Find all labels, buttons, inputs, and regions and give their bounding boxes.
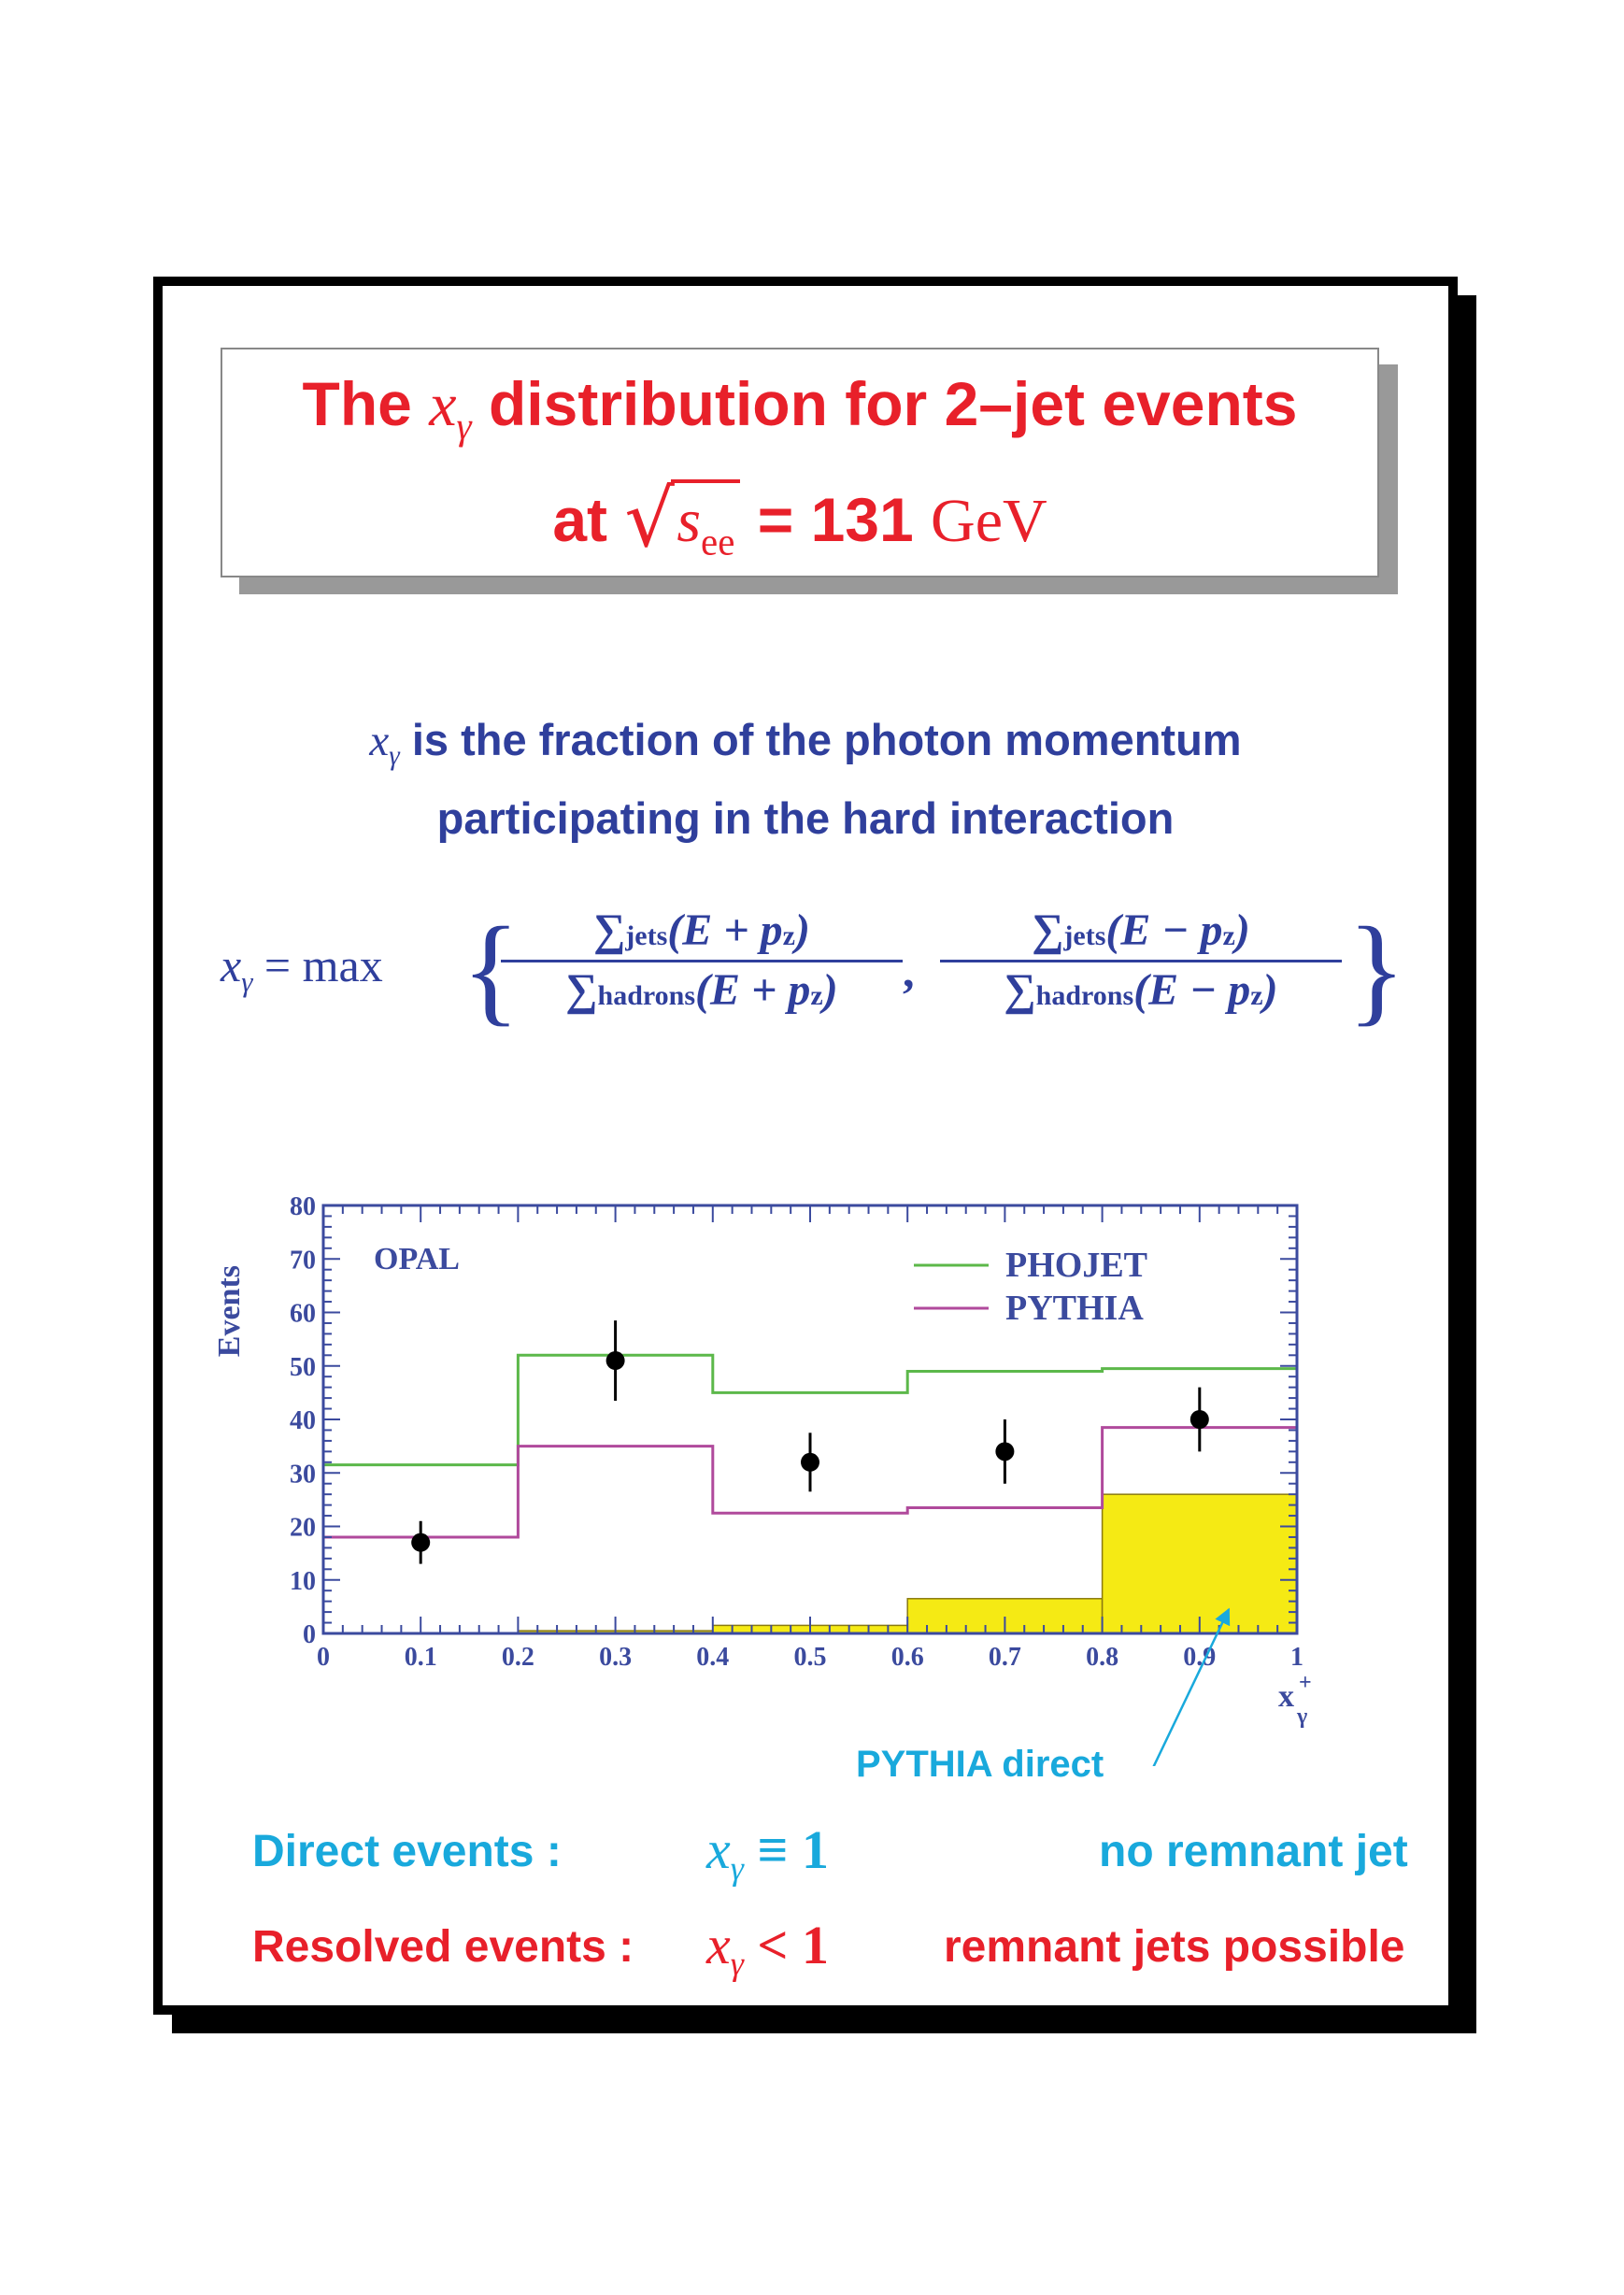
direct-events-label: Direct events :	[252, 1827, 562, 1876]
title-line-2	[222, 473, 1377, 579]
description-line-2: participating in the hard interaction	[436, 793, 1175, 843]
formula-open-brace: {	[462, 903, 520, 1037]
y-tick-label: 50	[290, 1352, 316, 1382]
x-tick-label: 0	[317, 1643, 330, 1672]
data-point	[1190, 1410, 1209, 1429]
formula-comma: ,	[903, 945, 915, 997]
formula-close-brace: }	[1347, 903, 1406, 1037]
sqrt-s-ee: √ $s_{ee}$	[624, 482, 740, 579]
y-tick-label: 30	[290, 1460, 316, 1490]
y-tick-label: 0	[303, 1620, 316, 1649]
title-at: at	[552, 485, 608, 554]
title-box	[221, 348, 1379, 577]
data-point	[411, 1533, 430, 1552]
formula-fraction-minus: ∑jets(E − pz) ∑hadrons(E − pz)	[940, 905, 1342, 1016]
x-axis-label-sup: +	[1299, 1671, 1312, 1695]
resolved-events-label: Resolved events :	[252, 1922, 634, 1972]
x-gamma-histogram	[206, 1168, 1327, 1766]
y-tick-label: 10	[290, 1566, 316, 1596]
title-energy: = 131	[757, 485, 914, 554]
formula-lhs: $x_\gamma = \max$	[221, 939, 383, 998]
title-line-1	[222, 366, 1377, 463]
y-tick-label: 70	[290, 1246, 316, 1276]
x-tick-label: 0.4	[696, 1643, 730, 1672]
bar-pythia-direct-bin-5	[1103, 1494, 1297, 1633]
data-point	[801, 1453, 819, 1472]
formula-fraction-plus: ∑jets(E + pz) ∑hadrons(E + pz)	[501, 905, 903, 1016]
x-axis-label-sub: γ	[1297, 1704, 1308, 1729]
x-axis-label: x	[1278, 1679, 1294, 1714]
x-tick-label: 0.7	[988, 1643, 1021, 1672]
x-tick-label: 0.5	[793, 1643, 827, 1672]
resolved-events-equation: $x_\gamma < 1$	[706, 1915, 829, 1983]
y-tick-label: 60	[290, 1299, 316, 1329]
data-point	[995, 1442, 1014, 1461]
x-gamma-formula	[221, 897, 1406, 1047]
y-tick-label: 40	[290, 1406, 316, 1435]
x-tick-label: 0.8	[1086, 1643, 1119, 1672]
title-x-gamma: $x_\gamma$	[429, 371, 472, 448]
x-tick-label: 1	[1290, 1643, 1303, 1672]
x-tick-label: 0.2	[501, 1643, 534, 1672]
opal-label: OPAL	[374, 1242, 460, 1276]
y-tick-label: 20	[290, 1513, 316, 1543]
direct-events-note: no remnant jet	[1099, 1827, 1408, 1876]
annotation-pythia-direct: PYTHIA direct	[856, 1744, 1104, 1785]
legend-label-pythia: PYTHIA	[1005, 1289, 1144, 1328]
title-the: The	[302, 369, 412, 438]
x-tick-label: 0.3	[599, 1643, 633, 1672]
title-unit: GeV	[931, 487, 1047, 555]
resolved-events-note: remnant jets possible	[944, 1922, 1405, 1972]
x-tick-label: 0.6	[890, 1643, 924, 1672]
data-point	[606, 1351, 625, 1370]
x-tick-label: 0.9	[1183, 1643, 1217, 1672]
direct-events-equation: $x_\gamma \equiv 1$	[706, 1819, 829, 1888]
title-text: distribution for 2–jet events	[488, 369, 1298, 438]
x-tick-label: 0.1	[404, 1643, 437, 1672]
desc-x-gamma: $x_\gamma$	[369, 717, 400, 772]
y-axis-label: Events	[212, 1265, 247, 1358]
description-line-1: $x_\gamma$ is the fraction of the photon momentum	[369, 715, 1242, 772]
sqrt-icon: √	[624, 473, 675, 564]
legend-label-phojet: PHOJET	[1005, 1246, 1148, 1285]
y-tick-label: 80	[290, 1192, 316, 1221]
